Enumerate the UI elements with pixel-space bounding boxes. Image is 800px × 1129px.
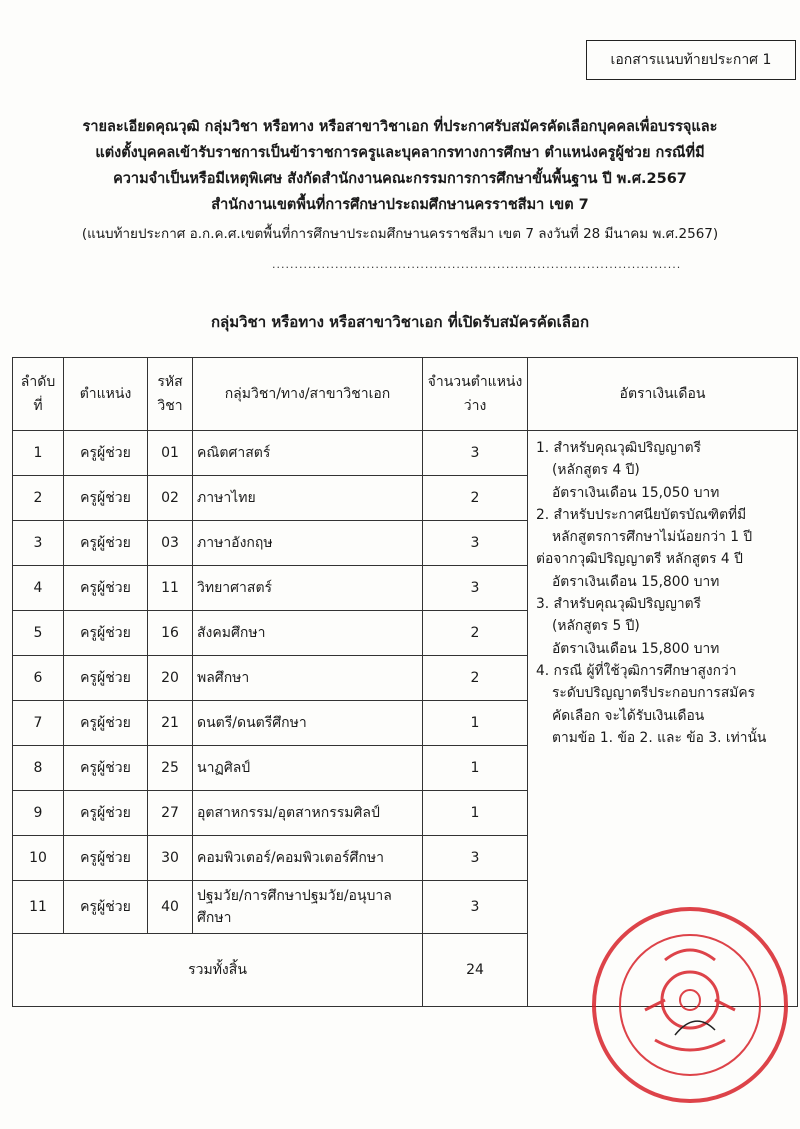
- cell-position: ครูผู้ช่วย: [64, 701, 148, 746]
- total-label: รวมทั้งสิ้น: [13, 934, 423, 1007]
- cell-vacancies: 1: [423, 791, 528, 836]
- table-caption: กลุ่มวิชา หรือทาง หรือสาขาวิชาเอก ที่เปิดรับสมัครคัดเลือก: [210, 313, 590, 331]
- col-header-subject: กลุ่มวิชา/ทาง/สาขาวิชาเอก: [193, 358, 423, 431]
- cell-subject: พลศึกษา: [193, 656, 423, 701]
- cell-position: ครูผู้ช่วย: [64, 881, 148, 934]
- cell-vacancies: 3: [423, 836, 528, 881]
- salary-line: ตามข้อ 1. ข้อ 2. และ ข้อ 3. เท่านั้น: [552, 729, 767, 746]
- divider-dots: ...........................................................................................: [272, 258, 682, 271]
- cell-vacancies: 2: [423, 476, 528, 521]
- salary-line: ต่อจากวุฒิปริญญาตรี หลักสูตร 4 ปี: [536, 551, 743, 568]
- cell-vacancies: 1: [423, 701, 528, 746]
- attachment-label: เอกสารแนบท้ายประกาศ 1: [586, 40, 796, 80]
- cell-code: 21: [148, 701, 193, 746]
- salary-line: 1. สำหรับคุณวุฒิปริญญาตรี: [536, 440, 702, 456]
- cell-code: 16: [148, 611, 193, 656]
- cell-no: 1: [13, 431, 64, 476]
- col-header-vacancies: จำนวนตำแหน่งว่าง: [423, 358, 528, 431]
- cell-no: 7: [13, 701, 64, 746]
- cell-position: ครูผู้ช่วย: [64, 836, 148, 881]
- cell-subject: อุตสาหกรรม/อุตสาหกรรมศิลป์: [193, 791, 423, 836]
- cell-no: 11: [13, 881, 64, 934]
- salary-line: 4. กรณี ผู้ที่ใช้วุฒิการศึกษาสูงกว่า: [536, 662, 737, 679]
- table-row: [13, 431, 798, 476]
- cell-subject: นาฏศิลป์: [193, 746, 423, 791]
- cell-code: 30: [148, 836, 193, 881]
- salary-line: หลักสูตรการศึกษาไม่น้อยกว่า 1 ปี: [552, 529, 753, 546]
- cell-code: 02: [148, 476, 193, 521]
- col-header-position: ตำแหน่ง: [64, 358, 148, 431]
- cell-no: 10: [13, 836, 64, 881]
- salary-line: อัตราเงินเดือน 15,800 บาท: [552, 640, 720, 657]
- cell-position: ครูผู้ช่วย: [64, 476, 148, 521]
- cell-subject: ภาษาไทย: [193, 476, 423, 521]
- salary-line: 3. สำหรับคุณวุฒิปริญญาตรี: [536, 596, 702, 613]
- heading-line-4: สำนักงานเขตพื้นที่การศึกษาประถมศึกษานครราชสีมา เขต 7: [211, 197, 589, 213]
- salary-line: (หลักสูตร 5 ปี): [552, 618, 640, 635]
- cell-position: ครูผู้ช่วย: [64, 566, 148, 611]
- cell-code: 40: [148, 881, 193, 934]
- cell-position: ครูผู้ช่วย: [64, 656, 148, 701]
- cell-position: ครูผู้ช่วย: [64, 431, 148, 476]
- cell-subject: ดนตรี/ดนตรีศึกษา: [193, 701, 423, 746]
- cell-code: 03: [148, 521, 193, 566]
- cell-position: ครูผู้ช่วย: [64, 791, 148, 836]
- salary-line: 2. สำหรับประกาศนียบัตรบัณฑิตที่มี: [536, 506, 747, 523]
- cell-subject: วิทยาศาสตร์: [193, 566, 423, 611]
- cell-no: 6: [13, 656, 64, 701]
- heading-line-2: แต่งตั้งบุคคลเข้ารับราชการเป็นข้าราชการครูและบุคลากรทางการศึกษา ตำแหน่งครูผู้ช่วย กรณีที่มี: [95, 145, 705, 161]
- cell-no: 9: [13, 791, 64, 836]
- heading-line-1: รายละเอียดคุณวุฒิ กลุ่มวิชา หรือทาง หรือสาขาวิชาเอก ที่ประกาศรับสมัครคัดเลือกบุคคลเพื่อบรรจุและ: [82, 119, 718, 135]
- col-header-no: ลำดับที่: [13, 358, 64, 431]
- cell-vacancies: 3: [423, 566, 528, 611]
- cell-vacancies: 2: [423, 656, 528, 701]
- cell-code: 20: [148, 656, 193, 701]
- table-header-row: [13, 358, 798, 431]
- cell-subject: ปฐมวัย/การศึกษาปฐมวัย/อนุบาลศึกษา: [193, 881, 423, 934]
- cell-vacancies: 2: [423, 611, 528, 656]
- salary-line: (หลักสูตร 4 ปี): [552, 462, 640, 479]
- cell-vacancies: 3: [423, 881, 528, 934]
- cell-subject: คอมพิวเตอร์/คอมพิวเตอร์ศึกษา: [193, 836, 423, 881]
- cell-vacancies: 3: [423, 521, 528, 566]
- col-header-code: รหัสวิชา: [148, 358, 193, 431]
- cell-no: 3: [13, 521, 64, 566]
- cell-no: 5: [13, 611, 64, 656]
- cell-position: ครูผู้ช่วย: [64, 611, 148, 656]
- total-value: 24: [423, 934, 528, 1007]
- salary-cell: [528, 431, 798, 934]
- cell-no: 4: [13, 566, 64, 611]
- salary-line: อัตราเงินเดือน 15,050 บาท: [552, 484, 720, 501]
- cell-position: ครูผู้ช่วย: [64, 521, 148, 566]
- cell-vacancies: 3: [423, 431, 528, 476]
- salary-line: อัตราเงินเดือน 15,800 บาท: [552, 573, 720, 590]
- cell-vacancies: 1: [423, 746, 528, 791]
- cell-code: 25: [148, 746, 193, 791]
- cell-code: 11: [148, 566, 193, 611]
- cell-code: 01: [148, 431, 193, 476]
- heading-line-3: ความจำเป็นหรือมีเหตุพิเศษ สังกัดสำนักงานคณะกรรมการการศึกษาขั้นพื้นฐาน ปี พ.ศ.2567: [113, 171, 687, 187]
- salary-line: ระดับปริญญาตรีประกอบการสมัคร: [552, 685, 755, 702]
- cell-position: ครูผู้ช่วย: [64, 746, 148, 791]
- official-seal: [585, 900, 795, 1110]
- col-header-salary: อัตราเงินเดือน: [528, 358, 798, 431]
- cell-subject: คณิตศาสตร์: [193, 431, 423, 476]
- cell-no: 2: [13, 476, 64, 521]
- cell-subject: สังคมศึกษา: [193, 611, 423, 656]
- subheading: (แนบท้ายประกาศ อ.ก.ค.ศ.เขตพื้นที่การศึกษาประถมศึกษานครราชสีมา เขต 7 ลงวันที่ 28 มีนาคม พ.ศ.2567): [81, 226, 719, 242]
- cell-no: 8: [13, 746, 64, 791]
- cell-code: 27: [148, 791, 193, 836]
- salary-line: คัดเลือก จะได้รับเงินเดือน: [552, 707, 705, 724]
- cell-subject: ภาษาอังกฤษ: [193, 521, 423, 566]
